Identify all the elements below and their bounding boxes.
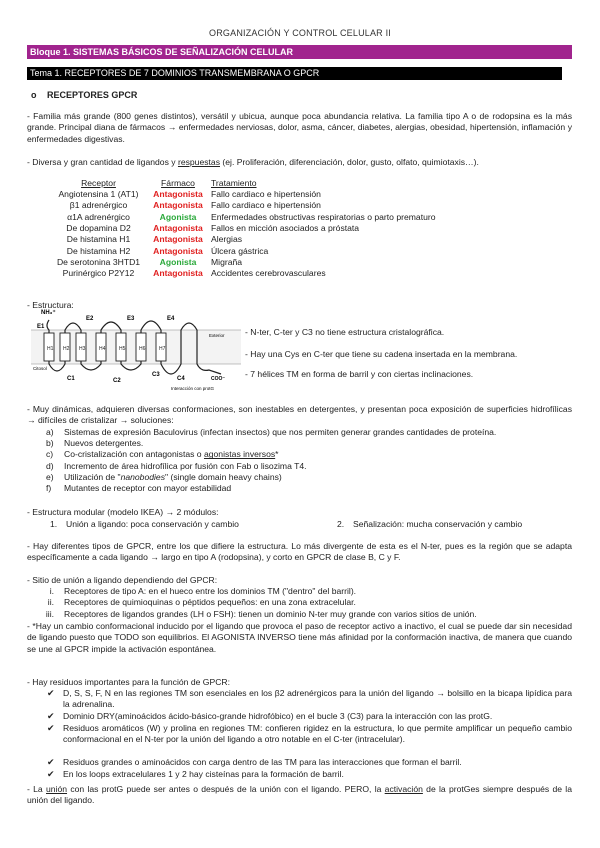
residue-item: D, S, S, F, N en las regiones TM son esenciales en los β2 adrenérgicos para la unión del ligando → bolsillo en la bicapa lipídica para la adrenalina.	[63, 688, 572, 710]
solution-item	[46, 483, 232, 494]
gpcr-diagram	[31, 306, 241, 392]
residue-item: Residuos grandes o aminoácidos con carga dentro de las TM para las interacciones que forman el barril.	[63, 757, 462, 767]
loop-c2: C2	[113, 378, 121, 384]
helix-label: H6	[139, 346, 146, 352]
treatment-cell: Enfermedades obstructivas respiratorias o parto prematuro	[211, 211, 436, 222]
text: Utilización de "	[64, 471, 121, 482]
residue-item: En los loops extracelulares 1 y 2 hay cisteínas para la formación de barril.	[63, 769, 344, 779]
structure-note-1: - N-ter, C-ter y C3 no tiene estructura cristalográfica.	[245, 327, 445, 337]
citosol-label: Citosol	[33, 366, 47, 371]
text: (ej. Proliferación, diferenciación, dolor, gusto, olfato, quimiotaxis…).	[220, 157, 479, 167]
marker: i.	[49, 586, 54, 596]
solution-item	[46, 471, 282, 483]
receptor-cell: De histamina H2	[66, 245, 131, 256]
header-treatment: Tratamiento	[211, 178, 257, 188]
site-text: Receptores de ligandos grandes (LH o FSH): tienen un dominio N-ter muy grande con varios sitios de unión.	[64, 608, 477, 619]
solution-text	[64, 472, 282, 483]
header-drug: Fármaco	[161, 178, 195, 188]
solution-text	[64, 461, 307, 472]
table-row	[27, 223, 447, 234]
table-row	[27, 212, 447, 223]
site-text: Receptores de tipo A: en el hueco entre los dominios TM ("dentro" del barril).	[64, 586, 357, 596]
site-text: Receptores de quimioquinas o péptidos pequeños: en una zona extracelular.	[64, 597, 356, 608]
text: " (single domain heavy chains)	[165, 471, 282, 482]
drug-cell: Antagonista	[153, 245, 203, 256]
module-text: Señalización: mucha conservación y cambio	[353, 519, 523, 529]
treatment-cell: Accidentes cerebrovasculares	[211, 268, 326, 279]
table-row	[27, 257, 447, 268]
paragraph-modular: - Estructura modular (modelo IKEA) → 2 módulos:	[27, 507, 219, 517]
solution-item	[46, 449, 279, 460]
underlined-text: agonistas inversos	[203, 449, 276, 460]
structure-label: - Estructura:	[27, 300, 74, 310]
block-title-bar	[27, 45, 572, 59]
drug-cell: Antagonista	[153, 268, 203, 279]
receptor-cell: Angiotensina 1 (AT1)	[58, 189, 139, 199]
helix-label: H5	[119, 346, 126, 352]
solution-item	[46, 427, 497, 438]
helix-label: H3	[79, 346, 86, 352]
marker: 1.	[50, 519, 58, 529]
marker: e)	[46, 471, 54, 482]
receptor-cell: β1 adrenérgico	[69, 200, 128, 211]
header-receptor: Receptor	[81, 178, 116, 188]
solution-text	[64, 483, 231, 494]
exterior-label: Exterior	[209, 333, 225, 338]
topic-title: Tema 1. RECEPTORES DE 7 DOMINIOS TRANSMEMBRANA O GPCR	[30, 68, 320, 78]
text: - Diversa y gran cantidad de ligandos y	[27, 157, 178, 167]
helix-label: H1	[47, 346, 54, 352]
page-header: ORGANIZACIÓN Y CONTROL CELULAR II	[209, 28, 391, 38]
paragraph-family: - Familia más grande (800 genes distintos), versátil y ubicua, aunque poca abundancia relativa. La familia tipo A o de rodopsina es la más grande. Principal diana de fármacos → enfermedades nerviosas, dolor, asma, cáncer, diabetes, alergias, obesidad, hipertensión, inflamación y enfermedades digestivas.	[27, 111, 572, 144]
paragraph-inverse-agonist: - *Hay un cambio conformacional inducido por el ligando que provoca el paso de receptor activo a inactivo, el cual se puede dar sin necesidad de ligando puesto que TODO son equilibrios. El AGONISTA INVERSO tiene más afinidad por la conformación inactiva, de manera que cuando se une al GPCR impide la activación espontánea.	[27, 621, 572, 654]
treatment-cell: Fallo cardiaco e hipertensión	[211, 189, 321, 199]
table-row	[27, 234, 447, 245]
residue-item: Residuos aromáticos (W) y prolina en regiones TM: confieren rigidez en la estructura, lo que permite amplificar un pequeño cambio conformacional en el N-ter por la unión del ligando a otro notable en el C-ter (intracelular).	[63, 723, 572, 745]
helix-label: H4	[99, 346, 106, 352]
helix-label: H7	[159, 346, 166, 352]
paragraph-protg	[27, 784, 572, 807]
module-text: Unión a ligando: poca conservación y cambio	[66, 519, 239, 529]
table-row	[27, 268, 447, 279]
treatment-cell: Fallo cardiaco e hipertensión	[211, 200, 321, 211]
bullet-icon: o	[31, 90, 37, 100]
treatment-cell: Úlcera gástrica	[211, 245, 269, 256]
drug-cell: Agonista	[159, 256, 197, 267]
table-header-row	[27, 178, 447, 189]
structure-note-2: - Hay una Cys en C-ter que tiene su cadena insertada en la membrana.	[245, 349, 518, 359]
section-heading	[31, 90, 137, 100]
text: *	[275, 449, 279, 460]
paragraph-ligands	[27, 157, 572, 168]
loop-e1: E1	[37, 324, 45, 330]
marker: a)	[46, 427, 54, 437]
solution-text	[64, 427, 496, 438]
drug-cell: Antagonista	[153, 222, 203, 233]
loop-c4: C4	[177, 376, 185, 382]
paragraph-types: - Hay diferentes tipos de GPCR, entre los que difiere la estructura. Lo más divergente de esta es el N-ter, pues es la región que se adapta específicamente a cada ligando → largo en tipo A (rodopsina), y corto en GPCR de clase B, C y F.	[27, 541, 572, 563]
loop-c1: C1	[67, 376, 75, 382]
paragraph-residues: - Hay residuos importantes para la función de GPCR:	[27, 677, 231, 687]
text: Incremento de área hidrofílica por fusión con Fab o lisozima T4.	[64, 460, 307, 471]
checkmark-icon: ✔	[47, 723, 55, 733]
helix-label: H2	[63, 346, 70, 352]
marker: d)	[46, 460, 54, 471]
table-row	[27, 246, 447, 257]
loop-e2: E2	[86, 316, 94, 322]
treatment-cell: Alergias	[211, 234, 243, 245]
paragraph-binding-site: - Sitio de unión a ligando dependiendo del GPCR:	[27, 575, 218, 585]
loop-c3: C3	[152, 372, 160, 378]
receptor-cell: De dopamina D2	[66, 222, 131, 233]
structure-note-3: - 7 hélices TM en forma de barril y con ciertas inclinaciones.	[245, 369, 474, 379]
block-title: Bloque 1. SISTEMAS BÁSICOS DE SEÑALIZACIÓN CELULAR	[30, 47, 294, 57]
loop-e3: E3	[127, 316, 135, 322]
underlined-text: unión	[46, 784, 68, 794]
marker: b)	[46, 438, 54, 449]
marker: c)	[46, 449, 54, 460]
solution-item	[46, 438, 144, 449]
text: de la protGes siempre después de la unión del ligando.	[27, 784, 572, 806]
nh3-label: NH₃⁺	[41, 310, 56, 316]
marker: 2.	[337, 519, 345, 529]
receptor-cell: De serotonina 3HTD1	[56, 256, 141, 267]
receptor-cell: Purinérgico P2Y12	[62, 268, 135, 279]
section-title: RECEPTORES GPCR	[47, 90, 138, 100]
site-item	[40, 608, 477, 620]
italic-text: nanobodies	[120, 471, 166, 482]
solution-text	[64, 438, 143, 449]
checkmark-icon: ✔	[47, 711, 55, 721]
treatment-cell: Migraña	[211, 256, 243, 267]
text: Sistemas de expresión Baculovirus (infectan insectos) que nos permiten generar grandes cantidades de proteína.	[64, 427, 497, 437]
topic-title-bar	[27, 67, 562, 80]
checkmark-icon: ✔	[47, 688, 55, 698]
residue-item: Dominio DRY(aminoácidos ácido-básico-grande hidrofóbico) en el bucle 3 (C3) para la interacción con las protG.	[63, 711, 493, 721]
coo-label: COO⁻	[211, 376, 226, 382]
site-item	[40, 586, 357, 597]
marker: iii.	[45, 608, 54, 619]
solution-item	[46, 460, 307, 472]
receptor-cell: α1A adrenérgico	[67, 211, 130, 222]
protg-label: Interacción con protG	[171, 386, 215, 391]
checkmark-icon: ✔	[47, 757, 55, 767]
module-2	[337, 519, 523, 530]
table-row	[27, 200, 447, 211]
treatment-cell: Fallos en micción asociados a próstata	[211, 222, 360, 233]
checkmark-icon: ✔	[47, 769, 55, 779]
paragraph-dynamics: - Muy dinámicas, adquieren diversas conformaciones, son inestables en detergentes, y presentan poca exposición de superficies hidrofílicas → difíciles de cristalizar → soluciones:	[27, 404, 572, 426]
text: Nuevos detergentes.	[64, 438, 144, 449]
drug-cell: Agonista	[159, 211, 197, 222]
underlined-text: respuestas	[177, 157, 220, 167]
module-1	[50, 519, 239, 530]
solution-text	[64, 449, 279, 460]
marker: f)	[46, 483, 52, 493]
text: Mutantes de receptor con mayor estabilidad	[64, 483, 232, 493]
text: Co-cristalización con antagonistas o	[64, 449, 204, 460]
site-item	[40, 597, 356, 608]
drug-cell: Antagonista	[153, 234, 203, 245]
drug-cell: Antagonista	[153, 200, 203, 211]
text: con las protG puede ser antes o después de la unión con el ligando. PERO, la	[67, 784, 385, 794]
marker: ii.	[47, 597, 54, 608]
receptor-cell: De histamina H1	[66, 234, 131, 245]
loop-e4: E4	[167, 316, 175, 322]
underlined-text: activación	[384, 784, 423, 794]
table-row	[27, 189, 447, 200]
drug-cell: Antagonista	[153, 189, 203, 199]
text: - La	[27, 784, 46, 794]
